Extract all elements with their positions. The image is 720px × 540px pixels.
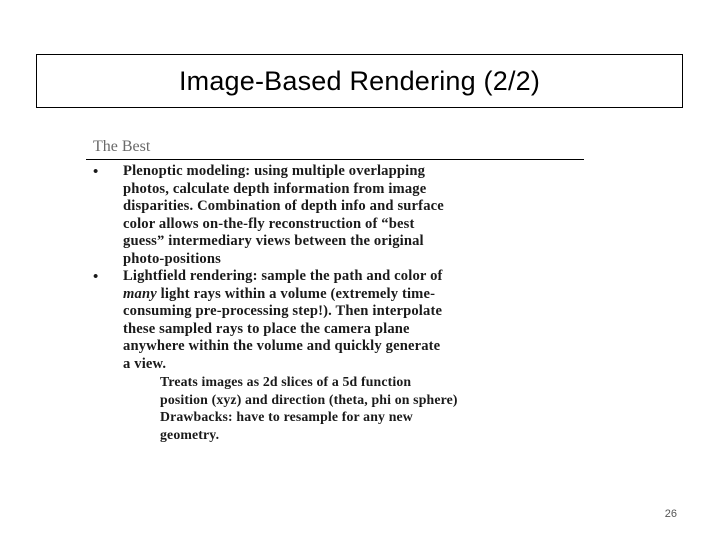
text-line: a view. xyxy=(123,355,167,372)
section-heading: The Best xyxy=(93,138,151,155)
text-line xyxy=(123,286,443,304)
bullet-plenoptic-modeling xyxy=(123,163,444,268)
text-fragment: light rays within a volume (extremely time- xyxy=(156,285,436,302)
bullet-marker-1: • xyxy=(93,164,99,180)
heading-rule xyxy=(86,159,584,160)
text-line: consuming pre-processing step!). Then interpolate xyxy=(123,303,443,319)
text-line: Drawbacks: have to resample for any new xyxy=(160,409,413,424)
sub-point-drawbacks xyxy=(160,408,413,443)
text-line: these sampled rays to place the camera plane xyxy=(123,320,410,337)
text-line: Plenoptic modeling: using multiple overlapping xyxy=(123,163,426,179)
text-line: guess” intermediary views between the original xyxy=(123,233,424,249)
bullet-marker-2: • xyxy=(93,269,99,285)
text-line: color allows on-the-fly reconstruction of “best xyxy=(123,215,415,232)
scanned-text-image xyxy=(86,138,586,448)
text-line: position (xyz) and direction (theta, phi on sphere) xyxy=(160,391,458,407)
text-line: disparities. Combination of depth info and surface xyxy=(123,198,444,214)
text-line: photos, calculate depth information from image xyxy=(123,180,427,197)
slide-title: Image-Based Rendering (2/2) xyxy=(178,65,541,96)
text-line: geometry. xyxy=(160,426,220,442)
text-line: Lightfield rendering: sample the path and color of xyxy=(123,268,443,284)
text-line: Treats images as 2d slices of a 5d function xyxy=(160,374,412,389)
text-line: photo-positions xyxy=(123,250,221,267)
sub-point-treats-images xyxy=(160,373,458,408)
emphasis-many: many xyxy=(123,285,157,302)
slide-number: 26 xyxy=(664,508,677,520)
bullet-lightfield-rendering xyxy=(123,268,443,373)
text-line: anywhere within the volume and quickly generate xyxy=(123,338,441,354)
slide-title-box xyxy=(36,54,683,108)
